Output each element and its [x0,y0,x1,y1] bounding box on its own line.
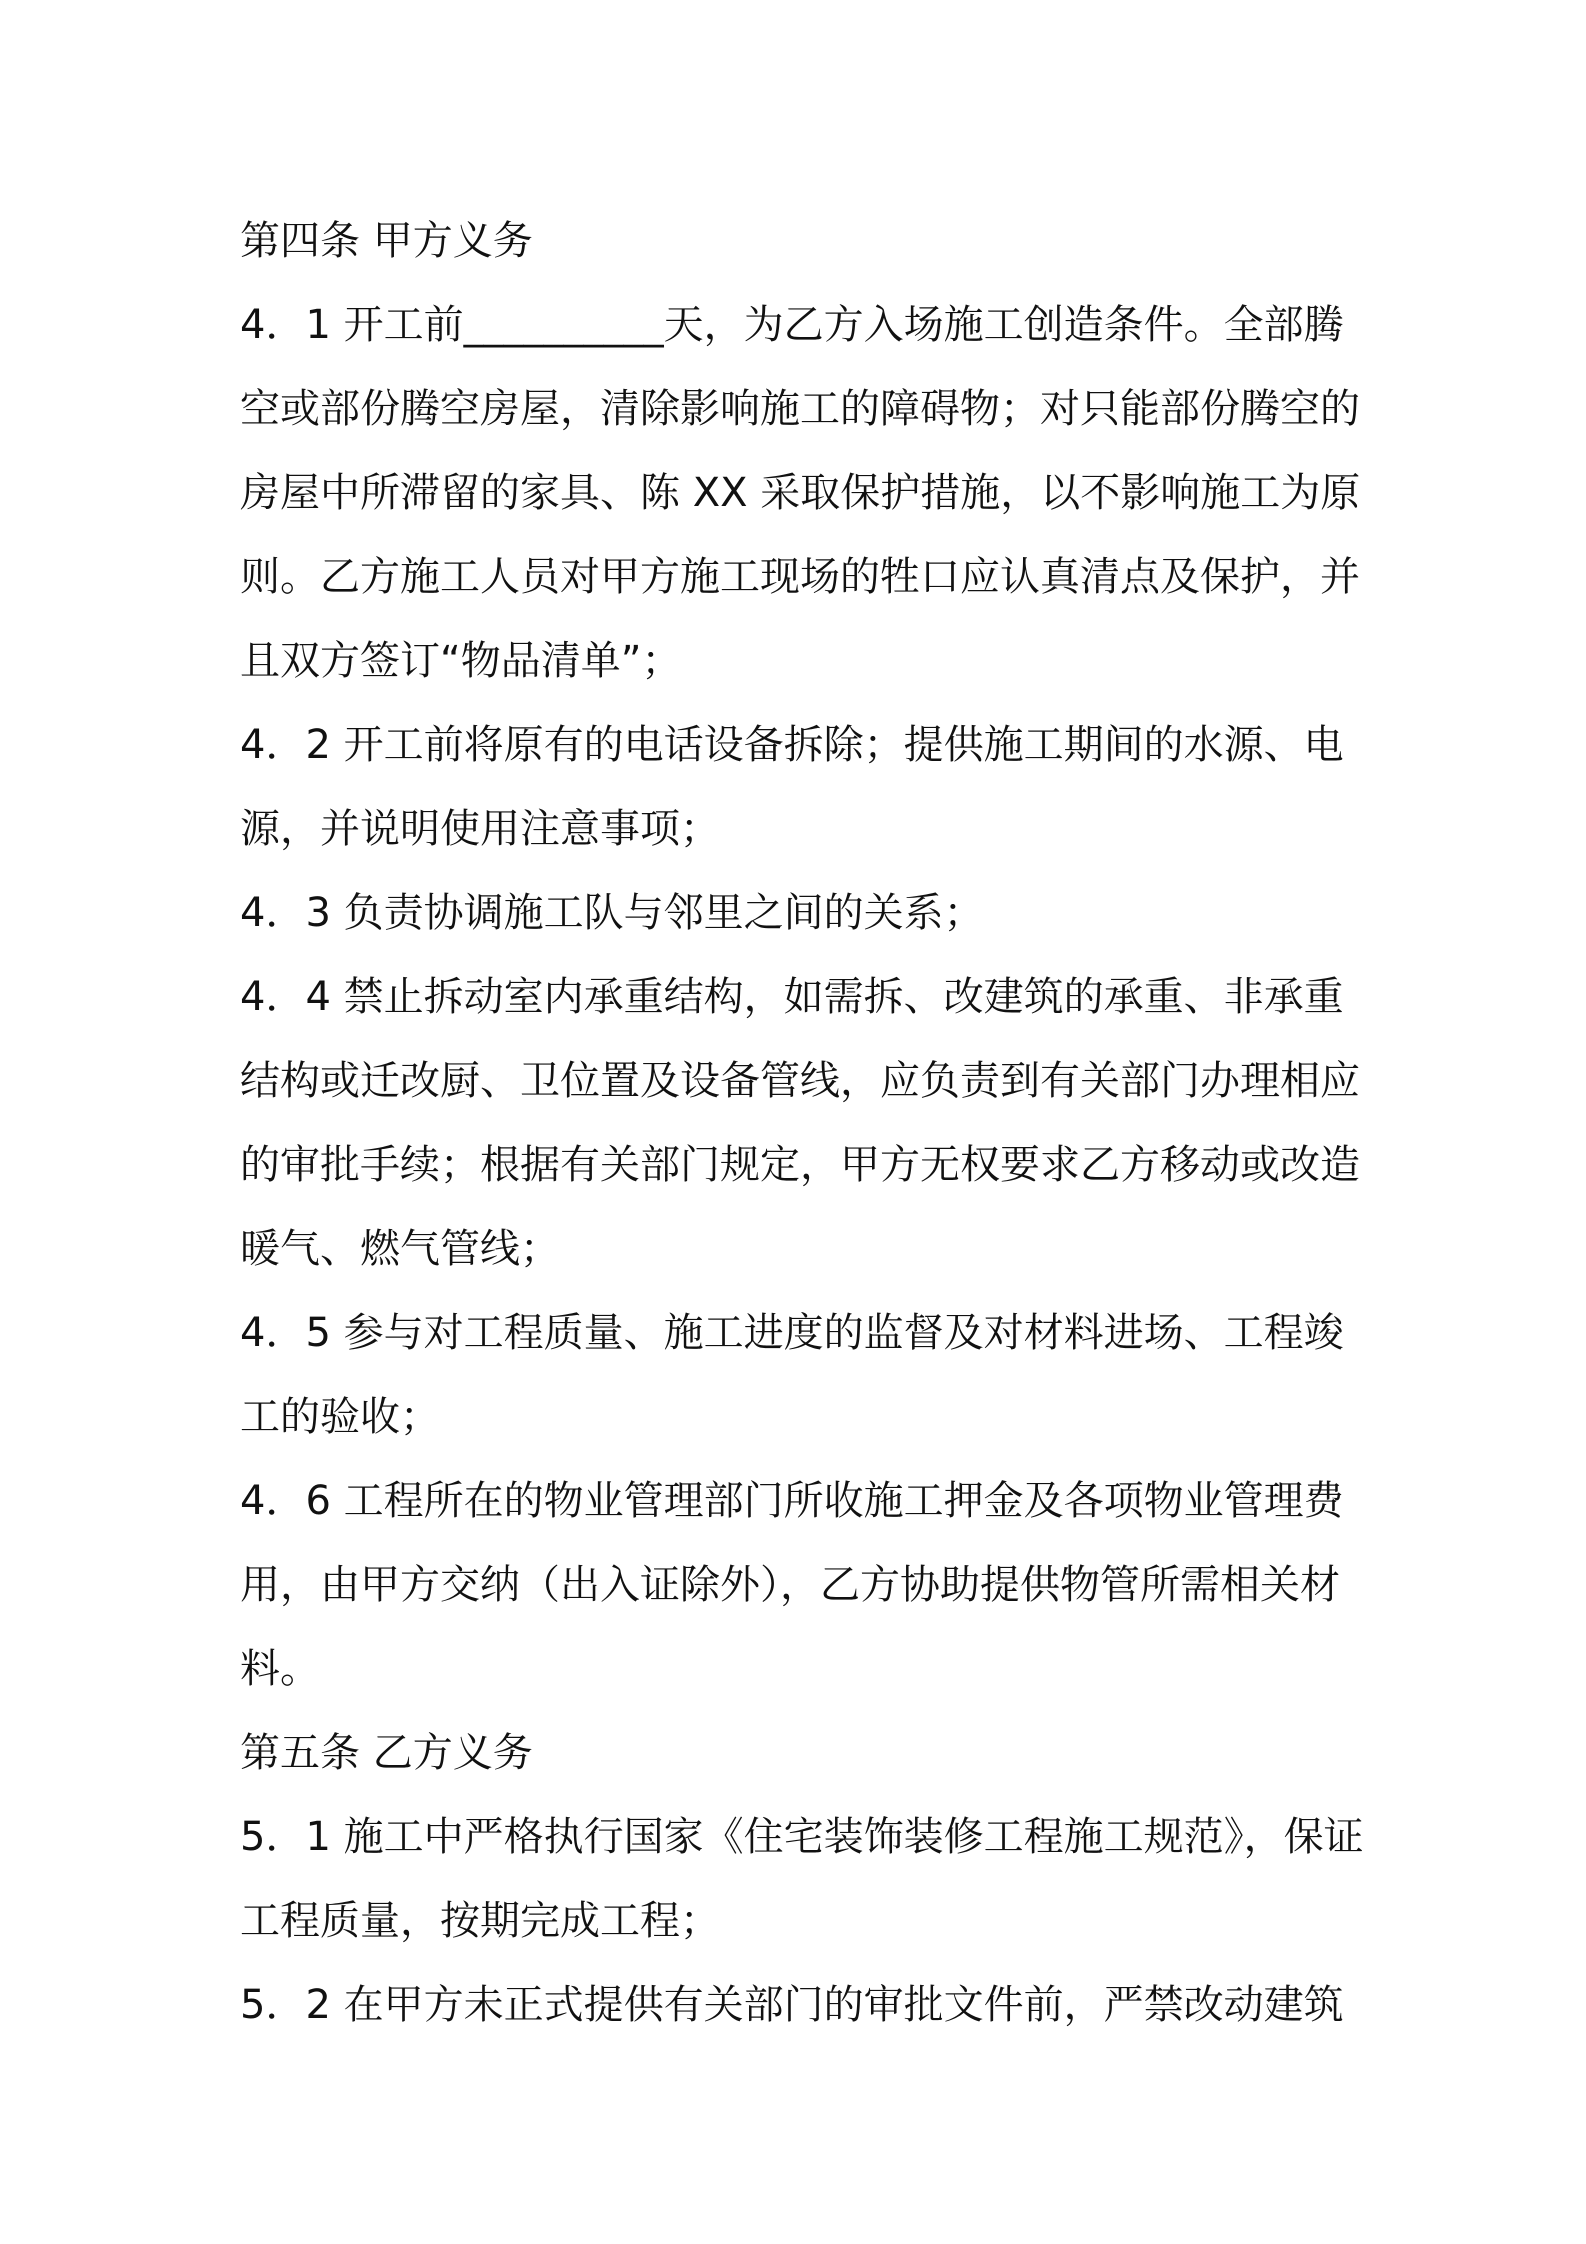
clause-4-4-line-2: 结构或迁改厨、卫位置及设备管线，应负责到有关部门办理相应 [240,1058,1360,1104]
clause-4-2-line-2: 源，并说明使用注意事项； [240,806,720,852]
clause-4-1-line-4: 则。乙方施工人员对甲方施工现场的牲口应认真清点及保护，并 [240,554,1360,600]
clause-4-6-line-3: 料。 [240,1646,320,1692]
clause-4-4-line-4: 暖气、燃气管线； [240,1226,560,1272]
clause-4-6-line-1: 4．6 工程所在的物业管理部门所收施工押金及各项物业管理费 [240,1478,1344,1524]
clause-4-6-line-2: 用，由甲方交纳（出入证除外），乙方协助提供物管所需相关材 [240,1562,1340,1608]
document-body [240,199,1364,2047]
clause-4-5-line-2: 工的验收； [240,1394,440,1440]
clause-4-1-line-3: 房屋中所滞留的家具、陈 XX 采取保护措施，以不影响施工为原 [240,470,1361,516]
clause-4-4-line-1: 4．4 禁止拆动室内承重结构，如需拆、改建筑的承重、非承重 [240,974,1344,1020]
clause-4-5-line-1: 4．5 参与对工程质量、施工进度的监督及对材料进场、工程竣 [240,1310,1344,1356]
clause-5-2-line-1: 5．2 在甲方未正式提供有关部门的审批文件前，严禁改动建筑 [240,1982,1344,2028]
clause-4-1-line-1: 4．1 开工前__________天，为乙方入场施工创造条件。全部腾 [240,302,1344,348]
clause-4-2-line-1: 4．2 开工前将原有的电话设备拆除；提供施工期间的水源、电 [240,722,1344,768]
clause-4-1-line-5: 且双方签订“物品清单”； [240,638,682,684]
section-heading-article-5: 第五条 乙方义务 [240,1730,533,1776]
section-heading-article-4: 第四条 甲方义务 [240,218,533,264]
clause-5-1-line-2: 工程质量，按期完成工程； [240,1898,720,1944]
clause-5-1-line-1: 5．1 施工中严格执行国家《住宅装饰装修工程施工规范》，保证 [240,1814,1364,1860]
clause-4-1-line-2: 空或部份腾空房屋，清除影响施工的障碍物；对只能部份腾空的 [240,386,1360,432]
clause-4-4-line-3: 的审批手续；根据有关部门规定，甲方无权要求乙方移动或改造 [240,1142,1360,1188]
clause-4-3-line-1: 4．3 负责协调施工队与邻里之间的关系； [240,890,984,936]
